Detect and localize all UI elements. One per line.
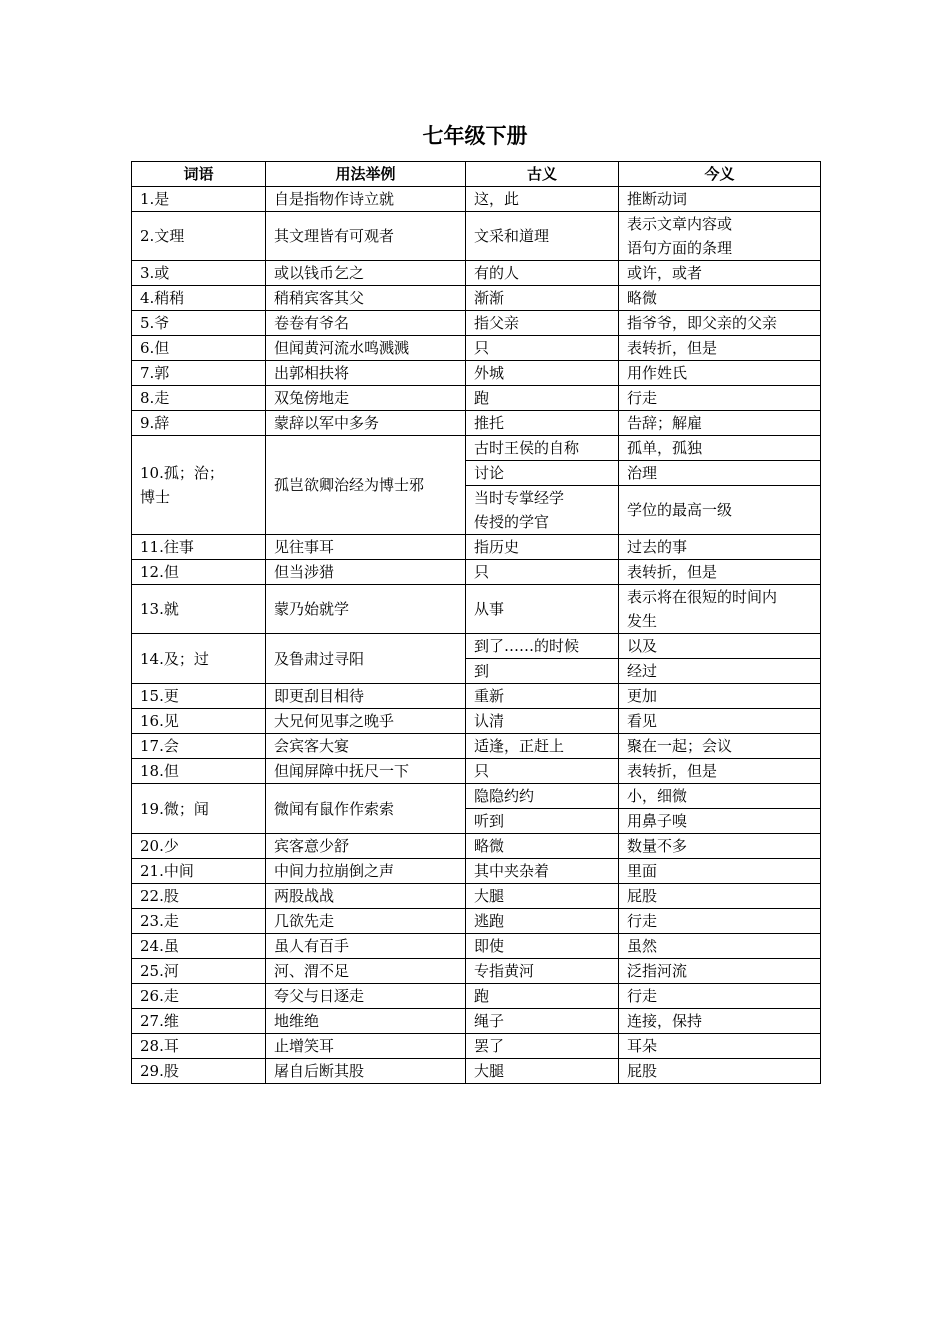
word-cell: 28.耳: [132, 1034, 266, 1059]
table-row: [132, 709, 821, 734]
modern-meaning-cell: 小，细微: [619, 784, 821, 809]
modern-meaning-cell: 屁股: [619, 1059, 821, 1084]
ancient-meaning-cell: 即使: [466, 934, 619, 959]
table-row: [132, 1059, 821, 1084]
ancient-meaning-cell: 讨论: [466, 461, 619, 486]
example-cell: 夸父与日逐走: [266, 984, 466, 1009]
example-cell: 蒙乃始就学: [266, 585, 466, 634]
modern-meaning-cell: 孤单，孤独: [619, 436, 821, 461]
word-cell: 4.稍稍: [132, 286, 266, 311]
modern-meaning-cell: 学位的最高一级: [619, 486, 821, 535]
example-cell: 会宾客大宴: [266, 734, 466, 759]
example-cell: 或以钱币乞之: [266, 261, 466, 286]
table-row: [132, 1009, 821, 1034]
table-row: [132, 1034, 821, 1059]
ancient-meaning-cell: 其中夹杂着: [466, 859, 619, 884]
ancient-meaning-cell: 大腿: [466, 1059, 619, 1084]
example-cell: 屠自后断其股: [266, 1059, 466, 1084]
table-row: [132, 286, 821, 311]
ancient-meaning-cell: 当时专掌经学 传授的学官: [466, 486, 619, 535]
ancient-meaning-cell: 隐隐约约: [466, 784, 619, 809]
word-cell: 9.辞: [132, 411, 266, 436]
word-cell: 6.但: [132, 336, 266, 361]
ancient-meaning-cell: 跑: [466, 386, 619, 411]
example-cell: 大兄何见事之晚乎: [266, 709, 466, 734]
example-cell: 两股战战: [266, 884, 466, 909]
modern-meaning-cell: 过去的事: [619, 535, 821, 560]
word-cell: 1.是: [132, 187, 266, 212]
example-cell: 但当涉猎: [266, 560, 466, 585]
table-header-row: [132, 162, 821, 187]
table-row: [132, 436, 821, 461]
modern-meaning-cell: 更加: [619, 684, 821, 709]
header-word: 词语: [132, 162, 266, 187]
table-row: [132, 261, 821, 286]
example-cell: 即更刮目相待: [266, 684, 466, 709]
table-row: [132, 411, 821, 436]
ancient-meaning-cell: 跑: [466, 984, 619, 1009]
ancient-meaning-cell: 到: [466, 659, 619, 684]
ancient-meaning-cell: 逃跑: [466, 909, 619, 934]
table-row: [132, 859, 821, 884]
table-row: [132, 634, 821, 659]
example-cell: 双兔傍地走: [266, 386, 466, 411]
example-cell: 中间力拉崩倒之声: [266, 859, 466, 884]
ancient-meaning-cell: 古时王侯的自称: [466, 436, 619, 461]
ancient-meaning-cell: 重新: [466, 684, 619, 709]
example-cell: 河、渭不足: [266, 959, 466, 984]
word-cell: 10.孤；治； 博士: [132, 436, 266, 535]
table-row: [132, 560, 821, 585]
table-row: [132, 361, 821, 386]
example-cell: 蒙辞以军中多务: [266, 411, 466, 436]
word-cell: 11.往事: [132, 535, 266, 560]
word-cell: 18.但: [132, 759, 266, 784]
modern-meaning-cell: 泛指河流: [619, 959, 821, 984]
example-cell: 稍稍宾客其父: [266, 286, 466, 311]
word-cell: 14.及；过: [132, 634, 266, 684]
example-cell: 孤岂欲卿治经为博士邪: [266, 436, 466, 535]
word-cell: 13.就: [132, 585, 266, 634]
modern-meaning-cell: 数量不多: [619, 834, 821, 859]
page-title: 七年级下册: [422, 124, 528, 148]
modern-meaning-cell: 推断动词: [619, 187, 821, 212]
table-row: [132, 336, 821, 361]
table-row: [132, 386, 821, 411]
word-cell: 3.或: [132, 261, 266, 286]
word-cell: 5.爷: [132, 311, 266, 336]
modern-meaning-cell: 经过: [619, 659, 821, 684]
modern-meaning-cell: 聚在一起；会议: [619, 734, 821, 759]
table-row: [132, 684, 821, 709]
table-row: [132, 934, 821, 959]
table-row: [132, 187, 821, 212]
word-cell: 17.会: [132, 734, 266, 759]
modern-meaning-cell: 里面: [619, 859, 821, 884]
table-body: [132, 187, 821, 1084]
example-cell: 几欲先走: [266, 909, 466, 934]
table-row: [132, 585, 821, 634]
modern-meaning-cell: 表转折，但是: [619, 759, 821, 784]
modern-meaning-cell: 表转折，但是: [619, 336, 821, 361]
modern-meaning-cell: 看见: [619, 709, 821, 734]
modern-meaning-cell: 行走: [619, 984, 821, 1009]
ancient-meaning-cell: 绳子: [466, 1009, 619, 1034]
ancient-meaning-cell: 指父亲: [466, 311, 619, 336]
table-row: [132, 311, 821, 336]
ancient-meaning-cell: 有的人: [466, 261, 619, 286]
word-cell: 25.河: [132, 959, 266, 984]
word-cell: 12.但: [132, 560, 266, 585]
ancient-meaning-cell: 专指黄河: [466, 959, 619, 984]
word-cell: 2.文理: [132, 212, 266, 261]
modern-meaning-cell: 表示将在很短的时间内 发生: [619, 585, 821, 634]
example-cell: 地维绝: [266, 1009, 466, 1034]
header-example: 用法举例: [266, 162, 466, 187]
table-row: [132, 909, 821, 934]
example-cell: 宾客意少舒: [266, 834, 466, 859]
modern-meaning-cell: 表转折，但是: [619, 560, 821, 585]
modern-meaning-cell: 虽然: [619, 934, 821, 959]
ancient-meaning-cell: 略微: [466, 834, 619, 859]
example-cell: 出郭相扶将: [266, 361, 466, 386]
table-row: [132, 884, 821, 909]
vocabulary-table: [131, 161, 821, 1084]
modern-meaning-cell: 告辞；解雇: [619, 411, 821, 436]
ancient-meaning-cell: 认清: [466, 709, 619, 734]
ancient-meaning-cell: 只: [466, 560, 619, 585]
modern-meaning-cell: 治理: [619, 461, 821, 486]
word-cell: 22.股: [132, 884, 266, 909]
ancient-meaning-cell: 罢了: [466, 1034, 619, 1059]
ancient-meaning-cell: 适逢，正赶上: [466, 734, 619, 759]
modern-meaning-cell: 行走: [619, 909, 821, 934]
example-cell: 其文理皆有可观者: [266, 212, 466, 261]
example-cell: 但闻屏障中抚尺一下: [266, 759, 466, 784]
table-row: [132, 984, 821, 1009]
word-cell: 8.走: [132, 386, 266, 411]
modern-meaning-cell: 指爷爷，即父亲的父亲: [619, 311, 821, 336]
word-cell: 16.见: [132, 709, 266, 734]
ancient-meaning-cell: 渐渐: [466, 286, 619, 311]
word-cell: 7.郭: [132, 361, 266, 386]
modern-meaning-cell: 用鼻子嗅: [619, 809, 821, 834]
modern-meaning-cell: 表示文章内容或 语句方面的条理: [619, 212, 821, 261]
ancient-meaning-cell: 外城: [466, 361, 619, 386]
ancient-meaning-cell: 听到: [466, 809, 619, 834]
table-row: [132, 734, 821, 759]
ancient-meaning-cell: 这，此: [466, 187, 619, 212]
word-cell: 29.股: [132, 1059, 266, 1084]
header-ancient-meaning: 古义: [466, 162, 619, 187]
modern-meaning-cell: 略微: [619, 286, 821, 311]
word-cell: 24.虽: [132, 934, 266, 959]
example-cell: 自是指物作诗立就: [266, 187, 466, 212]
table-row: [132, 784, 821, 809]
ancient-meaning-cell: 从事: [466, 585, 619, 634]
word-cell: 15.更: [132, 684, 266, 709]
modern-meaning-cell: 行走: [619, 386, 821, 411]
example-cell: 卷卷有爷名: [266, 311, 466, 336]
word-cell: 21.中间: [132, 859, 266, 884]
example-cell: 及鲁肃过寻阳: [266, 634, 466, 684]
ancient-meaning-cell: 大腿: [466, 884, 619, 909]
word-cell: 23.走: [132, 909, 266, 934]
ancient-meaning-cell: 推托: [466, 411, 619, 436]
modern-meaning-cell: 屁股: [619, 884, 821, 909]
ancient-meaning-cell: 指历史: [466, 535, 619, 560]
modern-meaning-cell: 或许，或者: [619, 261, 821, 286]
example-cell: 虽人有百手: [266, 934, 466, 959]
example-cell: 止增笑耳: [266, 1034, 466, 1059]
ancient-meaning-cell: 只: [466, 336, 619, 361]
modern-meaning-cell: 耳朵: [619, 1034, 821, 1059]
modern-meaning-cell: 以及: [619, 634, 821, 659]
table-row: [132, 759, 821, 784]
word-cell: 26.走: [132, 984, 266, 1009]
table-row: [132, 834, 821, 859]
modern-meaning-cell: 连接，保持: [619, 1009, 821, 1034]
ancient-meaning-cell: 只: [466, 759, 619, 784]
example-cell: 但闻黄河流水鸣溅溅: [266, 336, 466, 361]
word-cell: 19.微；闻: [132, 784, 266, 834]
table-row: [132, 959, 821, 984]
table-row: [132, 535, 821, 560]
ancient-meaning-cell: 到了……的时候: [466, 634, 619, 659]
example-cell: 微闻有鼠作作索索: [266, 784, 466, 834]
table-row: [132, 212, 821, 261]
word-cell: 20.少: [132, 834, 266, 859]
header-modern-meaning: 今义: [619, 162, 821, 187]
ancient-meaning-cell: 文采和道理: [466, 212, 619, 261]
modern-meaning-cell: 用作姓氏: [619, 361, 821, 386]
example-cell: 见往事耳: [266, 535, 466, 560]
word-cell: 27.维: [132, 1009, 266, 1034]
